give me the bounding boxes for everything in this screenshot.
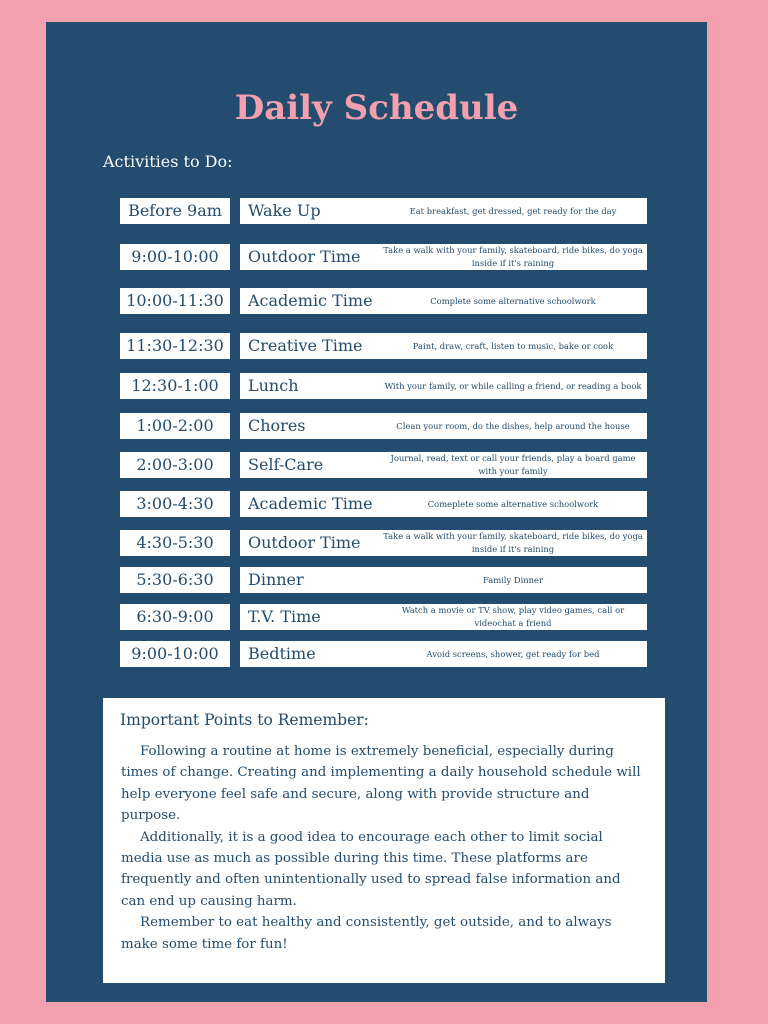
time-slot: 2:00-3:00: [120, 452, 230, 478]
activities-subtitle: Activities to Do:: [103, 152, 233, 171]
page-title: Daily Schedule: [234, 88, 519, 128]
activity-box: [240, 413, 647, 439]
activity-name: Creative Time: [248, 336, 363, 355]
activity-box: [240, 530, 647, 556]
activity-description: Take a walk with your family, skateboard, ride bikes, do yoga inside if it's raining: [383, 245, 643, 268]
notes-paragraph: Following a routine at home is extremely beneficial, especially during times of change. Creating and implementing a daily household schedule will help everyone feel safe and secure, along with provide structure and purpose.: [121, 744, 641, 824]
activity-name: Dinner: [248, 570, 304, 589]
schedule-panel: [46, 22, 707, 1002]
activity-box: [240, 604, 647, 630]
activity-name: Chores: [248, 416, 306, 435]
time-slot: 10:00-11:30: [120, 288, 230, 314]
time-slot: 12:30-1:00: [120, 373, 230, 399]
activity-name: Self-Care: [248, 455, 324, 474]
activity-description: Family Dinner: [482, 574, 544, 585]
time-slot: 5:30-6:30: [120, 567, 230, 593]
activity-name: Bedtime: [248, 644, 316, 663]
time-slot: Before 9am: [120, 198, 230, 224]
activity-name: Academic Time: [248, 291, 373, 310]
activity-description: Journal, read, text or call your friends, play a board game with your family: [390, 453, 636, 476]
notes-paragraph: Remember to eat healthy and consistently, get outside, and to always make some time for fun!: [121, 915, 612, 952]
time-slot: 9:00-10:00: [120, 641, 230, 667]
activity-description: Paint, draw, craft, listen to music, bake or cook: [412, 340, 614, 351]
activity-box: [240, 198, 647, 224]
notes-paragraph: Additionally, it is a good idea to encourage each other to limit social media use as much as possible during this time. These platforms are frequently and often unintentionally used to spread false information and can end up causing harm.: [121, 829, 621, 909]
activity-box: [240, 567, 647, 593]
notes-text: [121, 741, 647, 955]
activity-description: Clean your room, do the dishes, help around the house: [396, 420, 630, 431]
activity-box: [240, 452, 647, 478]
activity-box: [240, 333, 647, 359]
activity-name: Lunch: [248, 376, 299, 395]
activity-box: [240, 244, 647, 270]
time-slot: 4:30-5:30: [120, 530, 230, 556]
time-slot: 3:00-4:30: [120, 491, 230, 517]
important-points-box: [103, 698, 665, 983]
activity-description: Complete some alternative schoolwork: [430, 295, 596, 306]
activity-name: T.V. Time: [248, 607, 321, 626]
activity-name: Academic Time: [248, 494, 373, 513]
activity-name: Outdoor Time: [248, 533, 361, 552]
time-slot: 1:00-2:00: [120, 413, 230, 439]
activity-box: [240, 641, 647, 667]
activity-name: Outdoor Time: [248, 247, 361, 266]
activity-description: Comeplete some alternative schoolwork: [427, 498, 599, 509]
time-slot: 11:30-12:30: [120, 333, 230, 359]
activity-description: Avoid screens, shower, get ready for bed: [426, 648, 600, 659]
activity-box: [240, 288, 647, 314]
time-slot: 6:30-9:00: [120, 604, 230, 630]
activity-box: [240, 491, 647, 517]
activity-description: Take a walk with your family, skateboard, ride bikes, do yoga inside if it's raining: [383, 531, 643, 554]
activity-description: With your family, or while calling a friend, or reading a book: [384, 380, 642, 391]
activity-description: Watch a movie or TV show, play video games, call or videochat a friend: [401, 605, 625, 628]
activity-description: Eat breakfast, get dressed, get ready for the day: [409, 205, 617, 216]
notes-heading: Important Points to Remember:: [120, 711, 369, 729]
time-slot: 9:00-10:00: [120, 244, 230, 270]
activity-box: [240, 373, 647, 399]
activity-name: Wake Up: [248, 201, 321, 220]
